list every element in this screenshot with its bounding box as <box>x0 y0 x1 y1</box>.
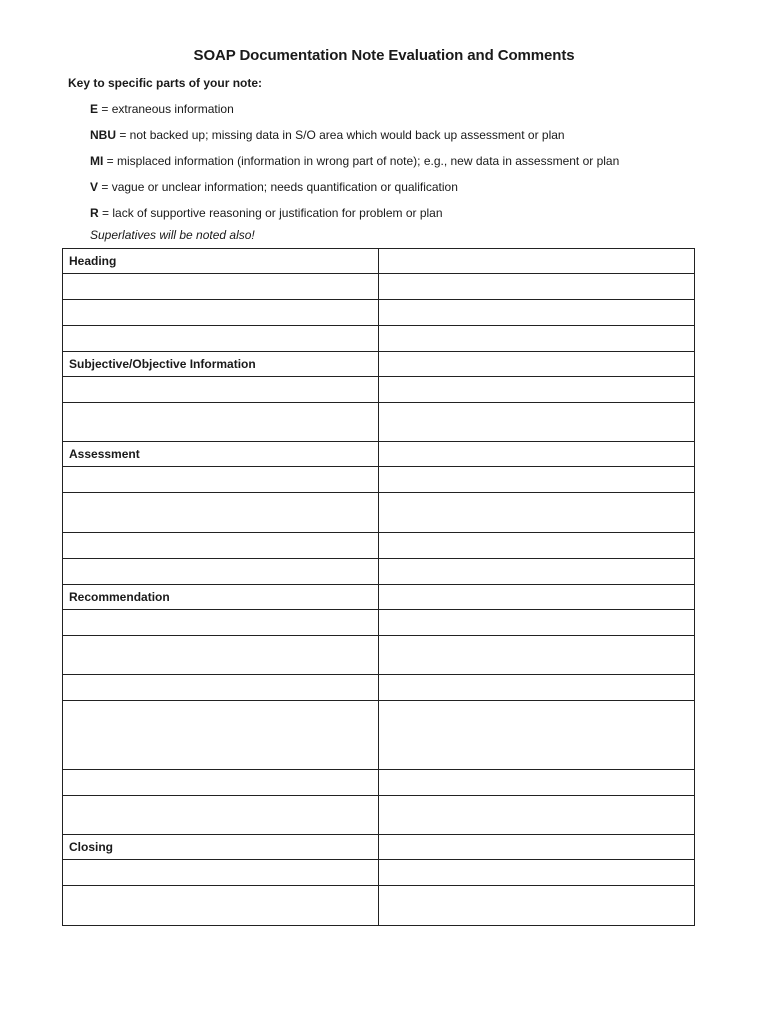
table-row <box>63 636 695 675</box>
table-row <box>63 585 695 610</box>
entry-cell[interactable] <box>63 533 379 559</box>
entry-cell[interactable] <box>63 377 379 403</box>
comment-cell[interactable] <box>379 442 695 467</box>
comment-cell[interactable] <box>379 559 695 585</box>
entry-cell[interactable] <box>63 326 379 352</box>
key-description: = not backed up; missing data in S/O area which would back up assessment or plan <box>116 128 565 142</box>
table-row <box>63 442 695 467</box>
comment-cell[interactable] <box>379 326 695 352</box>
table-row <box>63 770 695 796</box>
comment-cell[interactable] <box>379 493 695 533</box>
comment-cell[interactable] <box>379 467 695 493</box>
table-row <box>63 533 695 559</box>
key-description: = misplaced information (information in wrong part of note); e.g., new data in assessment or plan <box>103 154 620 168</box>
comment-cell[interactable] <box>379 274 695 300</box>
section-label-assessment: Assessment <box>63 442 379 467</box>
entry-cell[interactable] <box>63 860 379 886</box>
superlatives-note: Superlatives will be noted also! <box>90 228 255 242</box>
entry-cell[interactable] <box>63 403 379 442</box>
table-row <box>63 493 695 533</box>
key-heading: Key to specific parts of your note: <box>68 76 263 90</box>
entry-cell[interactable] <box>63 300 379 326</box>
comment-cell[interactable] <box>379 249 695 274</box>
section-label-subjective-objective: Subjective/Objective Information <box>63 352 379 377</box>
comment-cell[interactable] <box>379 835 695 860</box>
evaluation-table <box>62 248 695 926</box>
key-code: R <box>90 206 99 220</box>
comment-cell[interactable] <box>379 300 695 326</box>
table-row <box>63 377 695 403</box>
table-row <box>63 860 695 886</box>
comment-cell[interactable] <box>379 610 695 636</box>
comment-cell[interactable] <box>379 585 695 610</box>
table-row <box>63 886 695 926</box>
table-row <box>63 326 695 352</box>
key-description: = vague or unclear information; needs quantification or qualification <box>98 180 458 194</box>
entry-cell[interactable] <box>63 796 379 835</box>
key-description: = extraneous information <box>98 102 234 116</box>
section-label-closing: Closing <box>63 835 379 860</box>
comment-cell[interactable] <box>379 403 695 442</box>
table-row <box>63 675 695 701</box>
key-item-r <box>90 206 443 220</box>
table-row <box>63 403 695 442</box>
entry-cell[interactable] <box>63 886 379 926</box>
key-code: V <box>90 180 99 194</box>
key-item-v <box>90 180 458 194</box>
entry-cell[interactable] <box>63 559 379 585</box>
key-code: NBU <box>90 128 116 142</box>
comment-cell[interactable] <box>379 352 695 377</box>
entry-cell[interactable] <box>63 274 379 300</box>
key-item-mi <box>90 154 619 168</box>
comment-cell[interactable] <box>379 770 695 796</box>
comment-cell[interactable] <box>379 636 695 675</box>
entry-cell[interactable] <box>63 701 379 770</box>
section-label-recommendation: Recommendation <box>63 585 379 610</box>
comment-cell[interactable] <box>379 796 695 835</box>
entry-cell[interactable] <box>63 467 379 493</box>
table-row <box>63 274 695 300</box>
table-row <box>63 796 695 835</box>
section-label-heading: Heading <box>63 249 379 274</box>
page-title: SOAP Documentation Note Evaluation and Comments <box>193 47 575 64</box>
entry-cell[interactable] <box>63 675 379 701</box>
table-row <box>63 610 695 636</box>
table-row <box>63 249 695 274</box>
comment-cell[interactable] <box>379 377 695 403</box>
table-row <box>63 467 695 493</box>
key-item-e <box>90 102 234 116</box>
comment-cell[interactable] <box>379 533 695 559</box>
table-row <box>63 701 695 770</box>
entry-cell[interactable] <box>63 770 379 796</box>
table-row <box>63 300 695 326</box>
table-row <box>63 835 695 860</box>
comment-cell[interactable] <box>379 701 695 770</box>
table-row <box>63 352 695 377</box>
key-item-nbu <box>90 128 565 142</box>
entry-cell[interactable] <box>63 610 379 636</box>
key-code: MI <box>90 154 104 168</box>
entry-cell[interactable] <box>63 493 379 533</box>
comment-cell[interactable] <box>379 886 695 926</box>
comment-cell[interactable] <box>379 675 695 701</box>
entry-cell[interactable] <box>63 636 379 675</box>
key-description: = lack of supportive reasoning or justification for problem or plan <box>98 206 443 220</box>
key-code: E <box>90 102 99 116</box>
table-row <box>63 559 695 585</box>
comment-cell[interactable] <box>379 860 695 886</box>
